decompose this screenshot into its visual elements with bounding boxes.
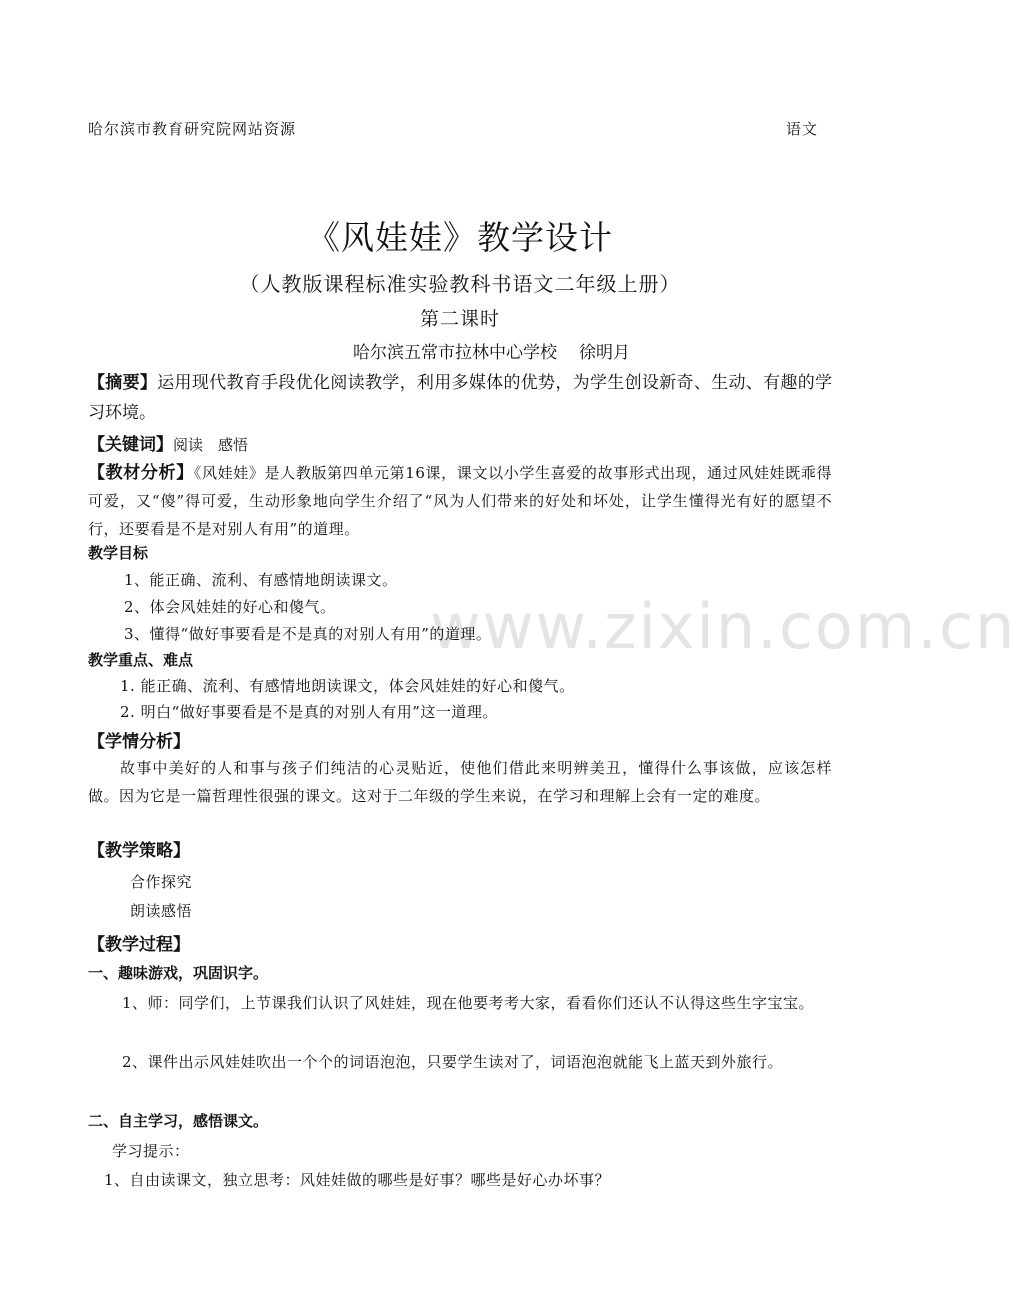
author-line [353,338,630,363]
keywords-text: 阅读 感悟 [173,436,249,454]
lesson-label: 第二课时 [419,308,500,330]
analysis-label: 【教材分析】 [88,463,194,483]
students-paragraph: 故事中美好的人和事与孩子们纯洁的心灵贴近，使他们借此来明辨美丑，懂得什么事该做，应该怎样做。因为它是一篇哲理性很强的课文。这对于二年级的学生来说，在学习和理解上会有一定的难度。 [88,759,832,805]
document-subtitle: （人教版课程标准实验教科书语文二年级上册） [239,272,681,296]
students-heading: 【学情分析】 [88,732,190,752]
header-source: 哈尔滨市教育研究院网站资源 [88,120,297,138]
abstract-paragraph [88,368,832,428]
process-section-1-step-1: 1、师：同学们，上节课我们认识了风娃娃，现在他要考考大家，看看你们还认不认得这些生字宝宝。 [122,994,815,1012]
watermark: www.zixin.com.cn [430,590,1016,663]
goal-item: 1、能正确、流利、有感情地朗读课文。 [124,571,398,589]
keywords-line [88,430,832,455]
study-question-1: 1、自由读课文，独立思考：风娃娃做的哪些是好事？哪些是好心办坏事？ [104,1171,611,1189]
analysis-paragraph [88,459,832,543]
goals-heading: 教学目标 [88,544,149,562]
author-name: 徐明月 [579,343,630,363]
abstract-text: 运用现代教育手段优化阅读教学，利用多媒体的优势，为学生创设新奇、生动、有趣的学习环境。 [88,373,833,423]
process-heading: 【教学过程】 [88,935,190,955]
analysis-text: 《风娃娃》是人教版第四单元第16课，课文以小学生喜爱的故事形式出现，通过风娃娃既乖得可爱，又“傻”得可爱，生动形象地向学生介绍了“风为人们带来的好处和坏处，让学生懂得光有好的愿望不行，还要看是不是对别人有用”的道理。 [88,464,833,538]
keypoint-item: 1. 能正确、流利、有感情地朗读课文，体会风娃娃的好心和傻气。 [120,677,575,695]
strategy-heading: 【教学策略】 [88,841,190,861]
keypoints-heading: 教学重点、难点 [88,651,194,669]
header-subject: 语文 [786,120,819,138]
process-section-2-title: 二、自主学习，感悟课文。 [88,1112,269,1130]
process-section-1-step-2: 2、课件出示风娃娃吹出一个个的词语泡泡，只要学生读对了，词语泡泡就能飞上蓝天到外旅行。 [122,1053,784,1071]
document-title: 《风娃娃》教学设计 [307,218,613,257]
goal-item: 2、体会风娃娃的好心和傻气。 [124,598,336,616]
process-section-1-title: 一、趣味游戏，巩固识字。 [88,964,269,982]
study-tip-label: 学习提示： [112,1142,190,1160]
strategy-item: 合作探究 [130,873,193,891]
keywords-label: 【关键词】 [88,435,173,455]
strategy-item: 朗读感悟 [130,902,193,920]
school-name: 哈尔滨五常市拉林中心学校 [353,343,557,363]
abstract-label: 【摘要】 [88,373,158,393]
goal-item: 3、懂得“做好事要看是不是真的对别人有用”的道理。 [124,625,492,643]
keypoint-item: 2. 明白“做好事要看是不是真的对别人有用”这一道理。 [120,703,498,721]
